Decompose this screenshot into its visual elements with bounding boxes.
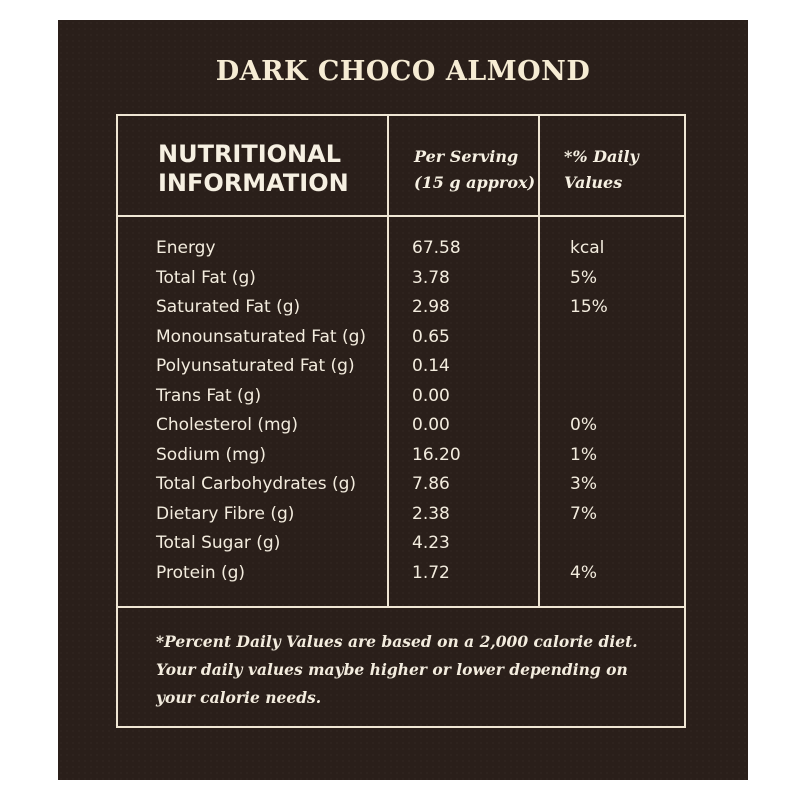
nutrient-name: Monounsaturated Fat (g): [156, 326, 366, 347]
nutrient-name: Total Fat (g): [156, 267, 256, 288]
footnote: [156, 628, 666, 712]
nutrient-per-serving: 3.78: [412, 267, 450, 288]
nutrition-table: [116, 114, 686, 728]
nutrient-name: Trans Fat (g): [156, 385, 262, 406]
nutrient-row: [118, 445, 684, 474]
nutrient-daily-value: 4%: [570, 562, 597, 583]
nutrient-per-serving: 7.86: [412, 474, 450, 494]
nutrient-row: [118, 268, 684, 297]
nutrient-daily-value: 5%: [570, 267, 597, 288]
nutrient-daily-value: 1%: [570, 444, 597, 465]
nutrient-row: [118, 238, 684, 267]
table-heading: [158, 140, 349, 198]
nutrient-daily-value: 0%: [570, 415, 597, 435]
nutrient-name: Cholesterol (mg): [156, 415, 298, 435]
nutrient-per-serving: 0.65: [412, 326, 450, 347]
nutrient-name: Polyunsaturated Fat (g): [156, 356, 355, 376]
nutrient-row: [118, 533, 684, 562]
nutrient-per-serving: 0.00: [412, 385, 450, 406]
nutrient-name: Total Carbohydrates (g): [156, 474, 357, 494]
nutrient-row: [118, 504, 684, 533]
nutrient-daily-value: 15%: [570, 297, 608, 317]
nutrient-name: Protein (g): [156, 562, 246, 583]
nutrient-per-serving: 0.00: [412, 415, 450, 435]
per-serving-header-line1: Per Serving: [414, 147, 519, 166]
daily-values-header-line1: *% Daily: [564, 147, 639, 166]
nutrient-per-serving: 0.14: [412, 356, 450, 376]
nutrient-row: [118, 386, 684, 415]
header-divider: [118, 215, 684, 217]
table-heading-line1: NUTRITIONAL: [158, 140, 342, 168]
product-title: DARK CHOCO ALMOND: [215, 56, 591, 87]
footnote-line1: *Percent Daily Values are based on a 2,000 calorie diet.: [156, 632, 638, 651]
nutrient-name: Saturated Fat (g): [156, 297, 301, 317]
nutrient-daily-value: 3%: [570, 474, 597, 494]
nutrient-per-serving: 2.38: [412, 503, 450, 524]
nutrient-row: [118, 415, 684, 444]
nutrient-per-serving: 16.20: [412, 444, 461, 465]
nutrient-row: [118, 563, 684, 592]
nutrient-row: [118, 327, 684, 356]
nutrient-row: [118, 474, 684, 503]
nutrient-daily-value: kcal: [570, 238, 605, 258]
nutrient-per-serving: 4.23: [412, 533, 450, 553]
per-serving-header-line2: (15 g approx): [414, 173, 536, 192]
nutrient-name: Energy: [156, 238, 216, 258]
footnote-divider: [118, 606, 684, 608]
per-serving-header: [414, 144, 535, 196]
footnote-line2: Your daily values maybe higher or lower depending on: [156, 660, 628, 679]
nutrient-daily-value: 7%: [570, 503, 597, 524]
nutrition-label-panel: [58, 20, 748, 780]
nutrient-name: Total Sugar (g): [156, 533, 281, 553]
nutrient-row: [118, 297, 684, 326]
nutrient-name: Sodium (mg): [156, 444, 267, 465]
nutrient-per-serving: 1.72: [412, 562, 450, 583]
daily-values-header: [564, 144, 639, 196]
nutrient-name: Dietary Fibre (g): [156, 503, 295, 524]
footnote-line3: your calorie needs.: [156, 688, 322, 707]
table-heading-line2: INFORMATION: [158, 169, 349, 197]
nutrient-per-serving: 67.58: [412, 238, 461, 258]
nutrient-per-serving: 2.98: [412, 297, 450, 317]
daily-values-header-line2: Values: [564, 173, 623, 192]
nutrient-row: [118, 356, 684, 385]
